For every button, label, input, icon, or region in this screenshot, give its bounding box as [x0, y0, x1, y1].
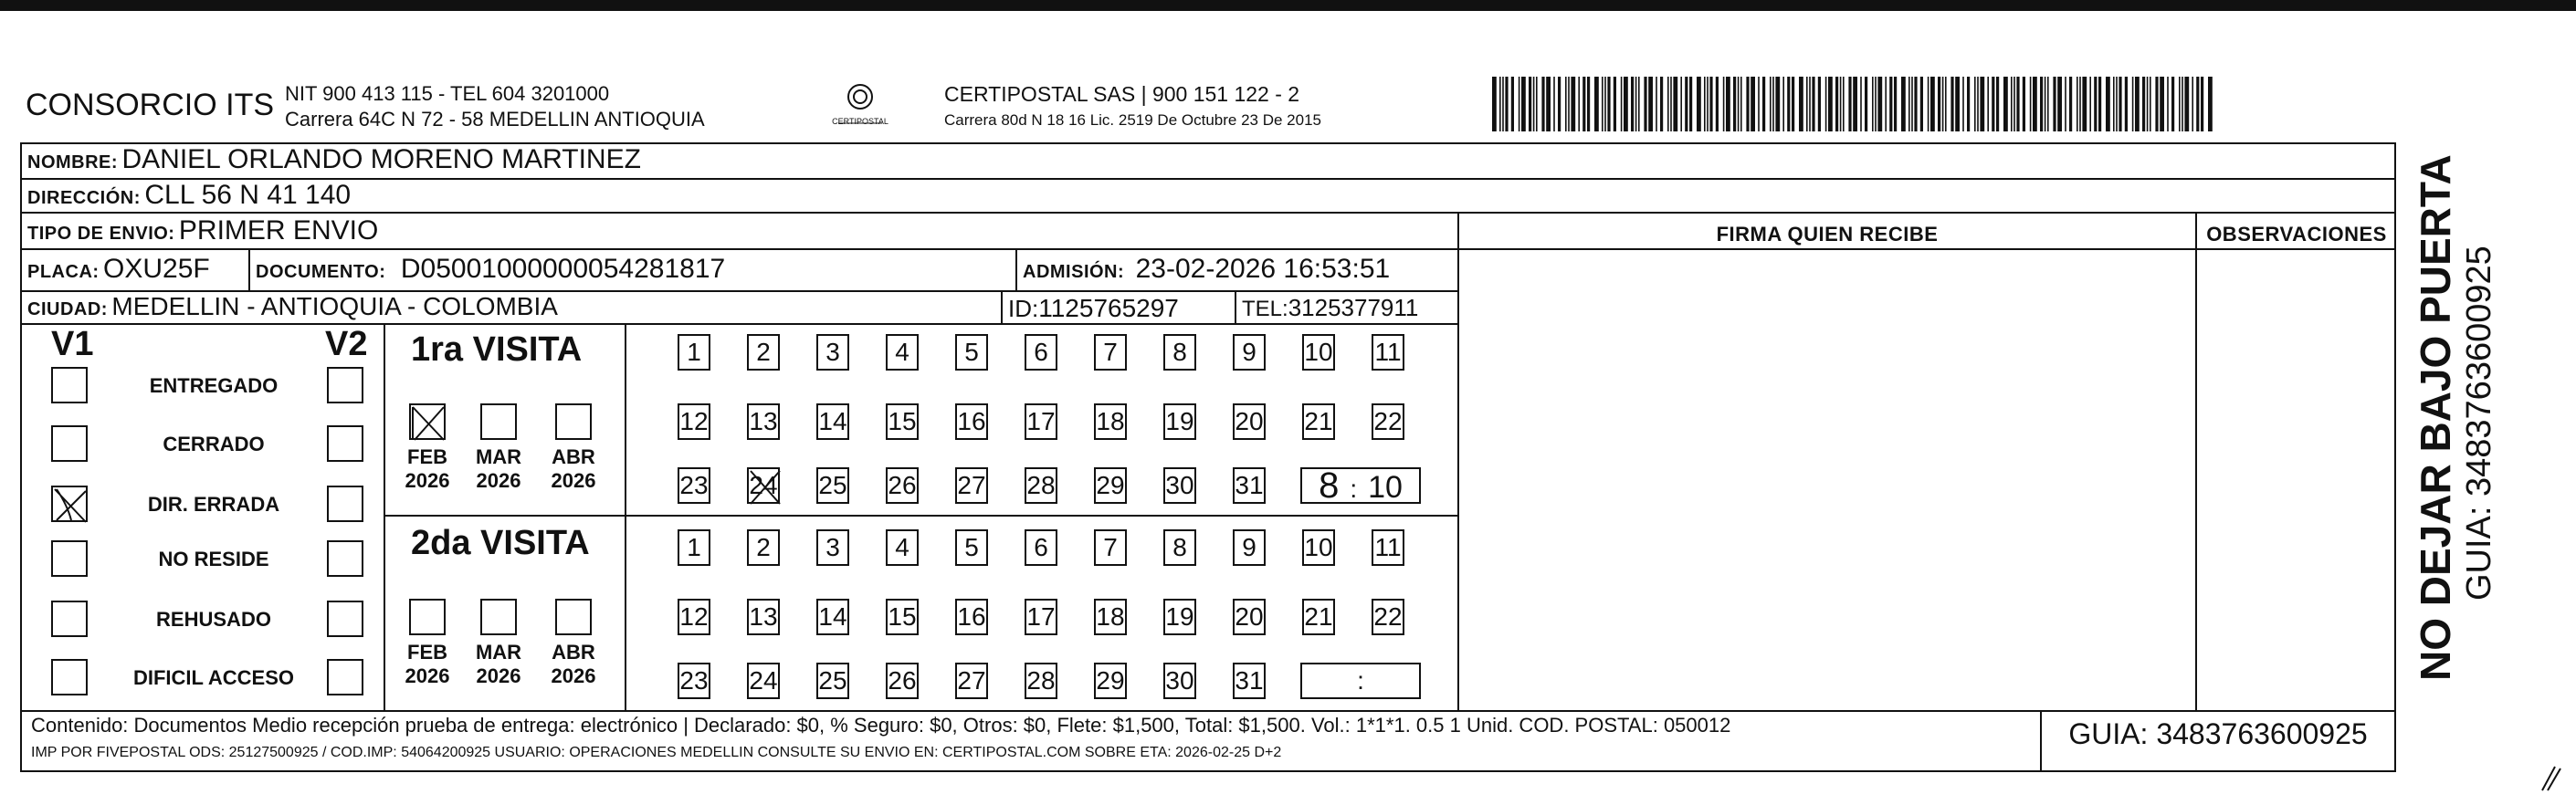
day-box[interactable]: 24	[747, 467, 780, 504]
day-box[interactable]: 22	[1372, 599, 1404, 635]
day-box[interactable]: 24	[747, 663, 780, 699]
day-box[interactable]: 18	[1094, 403, 1127, 440]
day-box[interactable]: 19	[1163, 599, 1196, 635]
day-box[interactable]: 12	[678, 599, 710, 635]
status-label: DIFICIL ACCESO	[132, 666, 294, 689]
day-box[interactable]: 4	[886, 334, 919, 371]
month-checkbox[interactable]	[555, 403, 592, 440]
month-checkbox[interactable]	[409, 599, 446, 635]
month-year: 2026	[476, 469, 521, 492]
day-box[interactable]: 23	[678, 467, 710, 504]
firma-label: FIRMA QUIEN RECIBE	[1716, 223, 1939, 246]
id-value: 1125765297	[1038, 294, 1179, 322]
month-name: FEB	[407, 641, 447, 664]
day-box[interactable]: 25	[816, 663, 849, 699]
month-year: 2026	[476, 664, 521, 687]
nombre-value: DANIEL ORLANDO MORENO MARTINEZ	[121, 144, 641, 174]
v2-header: V2	[325, 325, 368, 363]
day-box[interactable]: 29	[1094, 663, 1127, 699]
v2-checkbox[interactable]	[327, 367, 363, 403]
admision-field: ADMISIÓN: 23-02-2026 16:53:51	[1023, 254, 1391, 284]
day-box[interactable]: 15	[886, 599, 919, 635]
day-box[interactable]: 28	[1025, 467, 1057, 504]
v1-checkbox[interactable]	[51, 601, 88, 637]
day-box[interactable]: 23	[678, 663, 710, 699]
top-border-bar	[0, 0, 2576, 11]
observaciones-label: OBSERVACIONES	[2206, 223, 2387, 246]
month-label	[471, 641, 526, 688]
month-label	[471, 445, 526, 493]
day-box[interactable]: 8	[1163, 529, 1196, 566]
id-field: ID:1125765297	[1008, 294, 1179, 322]
day-box[interactable]: 1	[678, 529, 710, 566]
ciudad-field: CIUDAD: MEDELLIN - ANTIOQUIA - COLOMBIA	[27, 292, 558, 320]
v1-checkbox[interactable]	[51, 425, 88, 462]
status-label: ENTREGADO	[149, 374, 279, 397]
v1-checkbox[interactable]	[51, 540, 88, 577]
first-visit-label: 1ra VISITA	[411, 330, 583, 369]
day-box[interactable]: 11	[1372, 529, 1404, 566]
month-name: ABR	[552, 445, 595, 468]
day-box[interactable]: 12	[678, 403, 710, 440]
second-visit-label: 2da VISITA	[411, 524, 590, 562]
day-box[interactable]: 9	[1233, 334, 1266, 371]
side-guia: GUIA: 3483763600925	[2460, 246, 2498, 601]
day-box[interactable]: 16	[955, 599, 988, 635]
footer-guia: GUIA: 3483763600925	[2068, 717, 2368, 750]
month-name: MAR	[475, 641, 522, 664]
day-box[interactable]: 17	[1025, 599, 1057, 635]
day-box[interactable]: 27	[955, 663, 988, 699]
day-box[interactable]: 20	[1233, 403, 1266, 440]
contenido-line: Contenido: Documentos Medio recepción prueba de entrega: electrónico | Declarado: $0, % Seguro: $0, Otros: $0, Flete: $1,500, Total: $1,500. Vol.: 1*1*1. 0.5 1 Unid. COD. POSTAL: 050012	[31, 714, 1731, 737]
day-box[interactable]: 6	[1025, 334, 1057, 371]
day-box[interactable]: 1	[678, 334, 710, 371]
month-label	[546, 445, 601, 493]
v1-header: V1	[51, 325, 94, 363]
no-dejar-bajo-puerta: NO DEJAR BAJO PUERTA	[2412, 154, 2459, 681]
day-box[interactable]: 31	[1233, 663, 1266, 699]
v1-checkbox[interactable]	[51, 659, 88, 695]
v2-checkbox[interactable]	[327, 425, 363, 462]
v2-checkbox[interactable]	[327, 540, 363, 577]
day-box[interactable]: 18	[1094, 599, 1127, 635]
day-box[interactable]: 14	[816, 403, 849, 440]
placa-field: PLACA: OXU25F	[27, 254, 210, 284]
courier-name: CERTIPOSTAL SAS | 900 151 122 - 2	[944, 82, 1300, 106]
tel-value: 3125377911	[1288, 294, 1419, 321]
day-box[interactable]: 14	[816, 599, 849, 635]
ciudad-value: MEDELLIN - ANTIOQUIA - COLOMBIA	[111, 292, 558, 320]
status-label: NO RESIDE	[158, 548, 269, 570]
tel-field: TEL:3125377911	[1242, 294, 1419, 321]
barcode	[1492, 77, 2223, 135]
day-box[interactable]: 8	[1163, 334, 1196, 371]
day-box[interactable]: 11	[1372, 334, 1404, 371]
admision-value: 23-02-2026 16:53:51	[1135, 254, 1391, 284]
day-box[interactable]: 16	[955, 403, 988, 440]
courier-address: Carrera 80d N 18 16 Lic. 2519 De Octubre 23 De 2015	[944, 111, 1321, 129]
v1-checkbox[interactable]	[51, 486, 88, 522]
company-address: Carrera 64C N 72 - 58 MEDELLIN ANTIOQUIA	[285, 108, 705, 131]
status-label: DIR. ERRADA	[147, 493, 280, 516]
logo-caption: CERTIPOSTAL	[832, 117, 888, 126]
corner-scribble	[2539, 758, 2566, 794]
observaciones-area[interactable]	[2199, 252, 2394, 710]
day-box[interactable]: 13	[747, 599, 780, 635]
month-checkbox[interactable]	[480, 599, 517, 635]
day-box[interactable]: 29	[1094, 467, 1127, 504]
month-name: FEB	[407, 445, 447, 468]
day-box[interactable]: 7	[1094, 334, 1127, 371]
day-box[interactable]: 30	[1163, 663, 1196, 699]
day-box[interactable]: 21	[1302, 403, 1335, 440]
day-box[interactable]: 2	[747, 529, 780, 566]
placa-value: OXU25F	[103, 254, 210, 284]
v1-checkbox[interactable]	[51, 367, 88, 403]
company-name: CONSORCIO ITS	[26, 88, 275, 122]
imp-line: IMP POR FIVEPOSTAL ODS: 25127500925 / COD.IMP: 54064200925 USUARIO: OPERACIONES MEDELLIN CONSULTE SU ENVIO EN: CERTIPOSTAL.COM SOBRE ETA: 2026-02-25 D+2	[31, 745, 1282, 760]
direccion-row: DIRECCIÓN: CLL 56 N 41 140	[27, 180, 352, 210]
day-box[interactable]: 21	[1302, 599, 1335, 635]
day-box[interactable]: 27	[955, 467, 988, 504]
nombre-row: NOMBRE: DANIEL ORLANDO MORENO MARTINEZ	[27, 144, 641, 174]
day-box[interactable]: 13	[747, 403, 780, 440]
month-label	[400, 445, 455, 493]
month-label	[546, 641, 601, 688]
day-box[interactable]: 20	[1233, 599, 1266, 635]
documento-value: D05001000000054281817	[400, 254, 726, 284]
day-box[interactable]: 10	[1302, 529, 1335, 566]
documento-field: DOCUMENTO: D05001000000054281817	[256, 254, 726, 284]
day-box[interactable]: 17	[1025, 403, 1057, 440]
time-box[interactable]: :	[1300, 663, 1421, 699]
day-box[interactable]: 5	[955, 529, 988, 566]
month-checkbox[interactable]	[555, 599, 592, 635]
month-checkbox[interactable]	[480, 403, 517, 440]
day-box[interactable]: 5	[955, 334, 988, 371]
day-box[interactable]: 3	[816, 529, 849, 566]
day-box[interactable]: 10	[1302, 334, 1335, 371]
company-nit: NIT 900 413 115 - TEL 604 3201000	[285, 82, 610, 105]
month-name: ABR	[552, 641, 595, 664]
month-year: 2026	[405, 664, 450, 687]
signature-area[interactable]	[1461, 252, 2193, 710]
v2-checkbox[interactable]	[327, 659, 363, 695]
tipo-envio-value: PRIMER ENVIO	[178, 215, 379, 246]
v2-checkbox[interactable]	[327, 601, 363, 637]
day-box[interactable]: 31	[1233, 467, 1266, 504]
day-box[interactable]: 19	[1163, 403, 1196, 440]
v2-checkbox[interactable]	[327, 486, 363, 522]
day-box[interactable]: 6	[1025, 529, 1057, 566]
direccion-value: CLL 56 N 41 140	[144, 180, 352, 210]
month-year: 2026	[551, 469, 596, 492]
month-year: 2026	[405, 469, 450, 492]
day-box[interactable]: 2	[747, 334, 780, 371]
month-label	[400, 641, 455, 688]
status-label: REHUSADO	[156, 608, 271, 631]
month-name: MAR	[475, 445, 522, 468]
time-box[interactable]: 8 : 10	[1300, 467, 1421, 504]
month-checkbox[interactable]	[409, 403, 446, 440]
day-box[interactable]: 28	[1025, 663, 1057, 699]
status-label: CERRADO	[163, 433, 265, 455]
tipo-envio-row: TIPO DE ENVIO: PRIMER ENVIO	[27, 215, 379, 246]
day-box[interactable]: 15	[886, 403, 919, 440]
month-year: 2026	[551, 664, 596, 687]
day-box[interactable]: 26	[886, 663, 919, 699]
day-box[interactable]: 9	[1233, 529, 1266, 566]
day-box[interactable]: 4	[886, 529, 919, 566]
day-box[interactable]: 26	[886, 467, 919, 504]
day-box[interactable]: 22	[1372, 403, 1404, 440]
day-box[interactable]: 7	[1094, 529, 1127, 566]
day-box[interactable]: 30	[1163, 467, 1196, 504]
day-box[interactable]: 25	[816, 467, 849, 504]
day-box[interactable]: 3	[816, 334, 849, 371]
